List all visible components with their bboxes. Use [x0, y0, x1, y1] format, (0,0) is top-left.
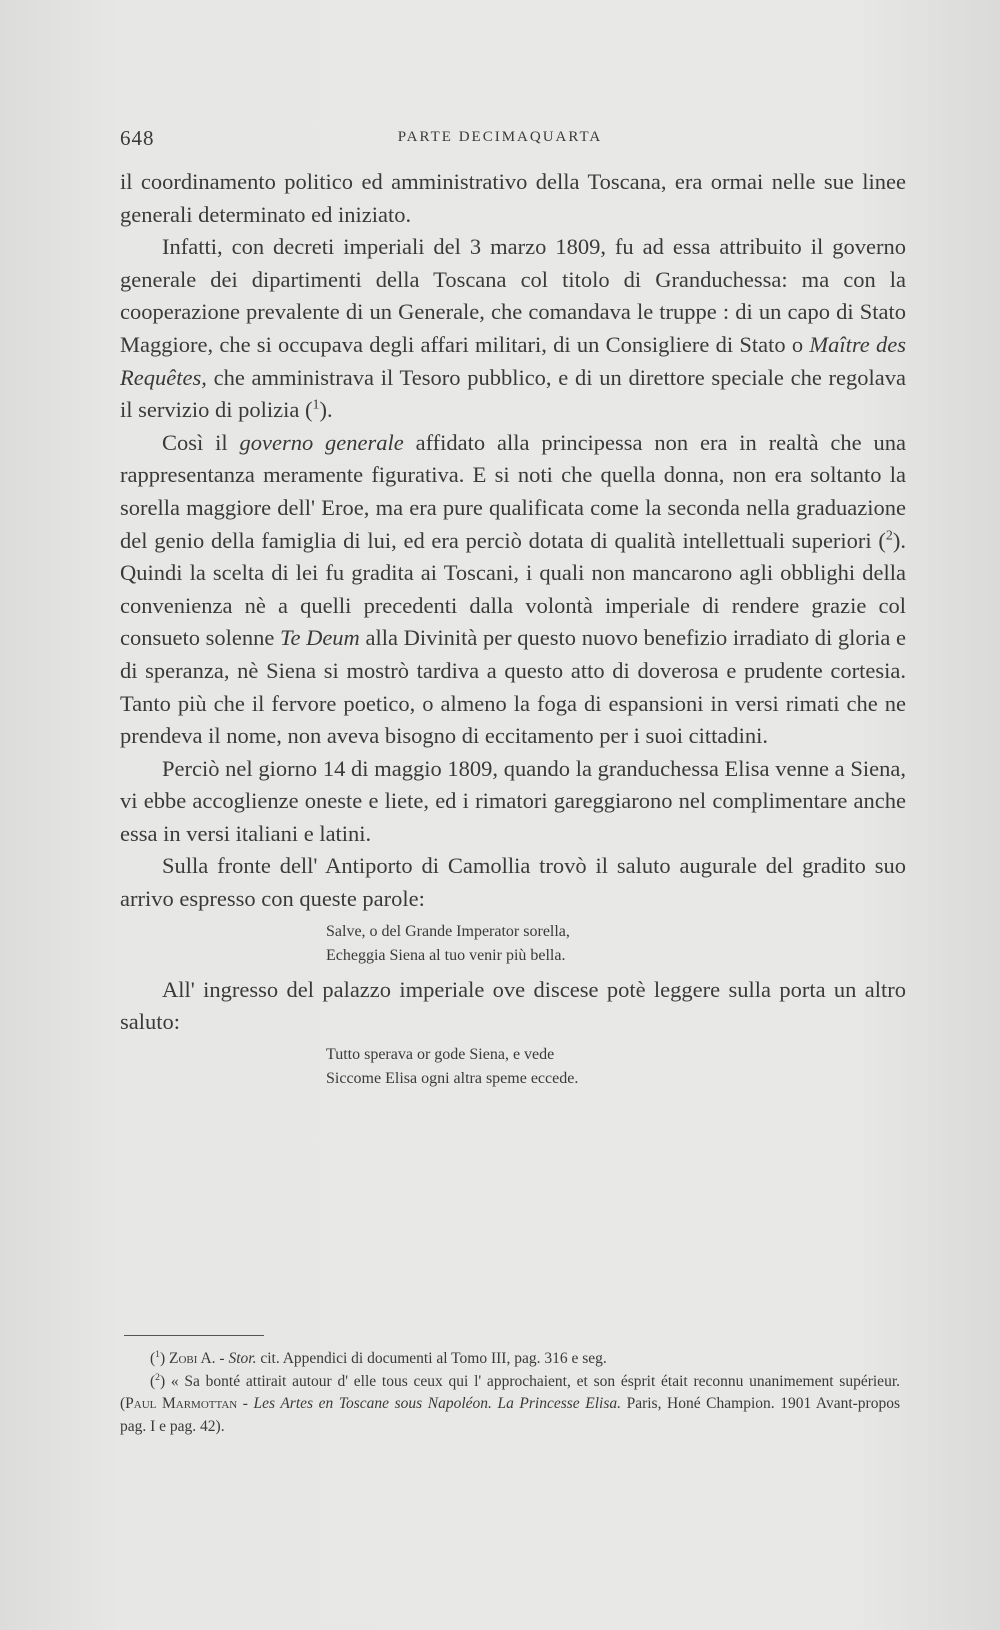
paragraph-4: Perciò nel giorno 14 di maggio 1809, quando la granduchessa Elisa venne a Siena, vi ebbe accoglienze oneste e liete, ed i rimatori gareggiarono nel complimentare anche essa in versi italiani e latini.	[120, 755, 906, 846]
italic-title: Maître des Requêtes,	[120, 331, 906, 390]
italic-te-deum: Te Deum	[280, 625, 360, 651]
footnotes	[120, 1348, 900, 1438]
paragraph-2-text-a: Infatti, con decreti imperiali del 3 marzo 1809, fu ad essa attribuito il governo generale dei dipartimenti della Toscana col titolo di Granduchessa: ma con la cooperazione prevalente di un Generale, che comandava le truppe : di un capo di Stato Maggiore, che si occupava degli affari militari, di un Consigliere di Stato o	[120, 234, 906, 357]
paragraph-2	[120, 231, 906, 427]
paragraph-5: Sulla fronte dell' Antiporto di Camollia trovò il saluto augurale del gradito suo arrivo espresso con queste parole:	[120, 853, 906, 912]
footnote-2-sep: -	[237, 1395, 254, 1412]
footnote-2-tail: Paris, Honé Champion. 1901 Avant-propos pag. I e pag. 42).	[120, 1395, 900, 1435]
footnote-1-text: cit. Appendici di documenti al Tomo III, pag. 316 e seg.	[260, 1350, 607, 1367]
paragraph-1-text: il coordinamento politico ed amministrativo della Toscana, era ormai nelle sue linee generali determinato ed iniziato.	[120, 169, 906, 227]
verse-2	[326, 1043, 906, 1091]
verse-1	[326, 920, 906, 968]
footnote-2: ($^2$) « Sa bonté attirait autour d' elle tous ceux qui l' approchaient, et son ésprit était reconnu unanimement supérieur. (Paul Marmottan - Les Artes en Toscane sous Napoléon. La Princesse Elisa. Paris, Honé Champion. 1901 Avant-propos pag. I e pag. 42).	[120, 1371, 900, 1435]
paragraph-3	[120, 427, 906, 753]
verse-2-line-1: Tutto sperava or gode Siena, e vede	[326, 1045, 555, 1063]
verse-1-line-1: Salve, o del Grande Imperator sorella,	[326, 922, 570, 940]
footnote-2-italic: Les Artes en Toscane sous Napoléon. La Princesse Elisa.	[253, 1395, 621, 1412]
running-head: PARTE DECIMAQUARTA	[397, 129, 603, 145]
paragraph-3-text-d: alla Divinità per questo nuovo benefizio irradiato di gloria e di speranza, nè Siena si mostrò tardiva a questo atto di doverosa e prudente cortesia. Tanto più che il fervore poetico, o almeno la foga di espansioni in versi rimati che ne prendeva il nome, non aveva bisogno di eccitamento per i suoi cittadini.	[120, 625, 907, 749]
footnote-rule	[124, 1335, 264, 1336]
verse-2-line-2: Siccome Elisa ogni altra speme eccede.	[326, 1069, 579, 1087]
paragraph-2-text-b: che amministrava il Tesoro pubblico, e di un direttore speciale che regolava il servizio di polizia	[120, 364, 907, 423]
page-number: 648	[120, 126, 155, 150]
footnote-2-text: « Sa bonté attirait autour d' elle tous ceux qui l' approchaient, et son ésprit était reconnu unanimement supérieur. (	[120, 1372, 900, 1412]
footnote-1-sep: -	[215, 1350, 229, 1367]
paragraph-3-text-b: affidato alla principessa non era in realtà che una rappresentanza meramente figurativa. E si noti che quella donna, non era soltanto la sorella maggiore dell' Eroe, ma era pure qualificata come la seconda nella graduazione del genio della famiglia di lui, ed era perciò dotata di qualità intellettuali superiori	[120, 429, 906, 553]
page-header	[120, 126, 880, 156]
footnote-1: ($^1$) Zobi A. - Stor. cit. Appendici di documenti al Tomo III, pag. 316 e seg.	[150, 1348, 607, 1367]
footnote-ref-1: ($^1$)	[304, 397, 327, 423]
footnote-1-author: Zobi A.	[169, 1350, 216, 1367]
paragraph-3-text-c: . Quindi la scelta di lei fu gradita ai Toscani, i quali non mancarono agli obblighi della convenienza nè a quelli precedenti dalla volontà imperiale di rendere grazie col consueto solenne	[120, 527, 906, 651]
paragraph-1	[120, 166, 906, 231]
paragraph-2-end: .	[326, 397, 333, 423]
verse-1-line-2: Echeggia Siena al tuo venir più bella.	[326, 946, 566, 964]
italic-governo-generale: governo generale	[239, 429, 404, 455]
footnote-1-italic: Stor.	[228, 1350, 257, 1367]
footnote-2-author: Paul Marmottan	[125, 1395, 238, 1412]
paragraph-6: All' ingresso del palazzo imperiale ove discese potè leggere sulla porta un altro saluto:	[120, 976, 906, 1035]
footnote-ref-2: ($^2$)	[878, 527, 901, 553]
paragraph-3-text-a: Così il	[162, 429, 228, 455]
body-text	[120, 166, 906, 1097]
